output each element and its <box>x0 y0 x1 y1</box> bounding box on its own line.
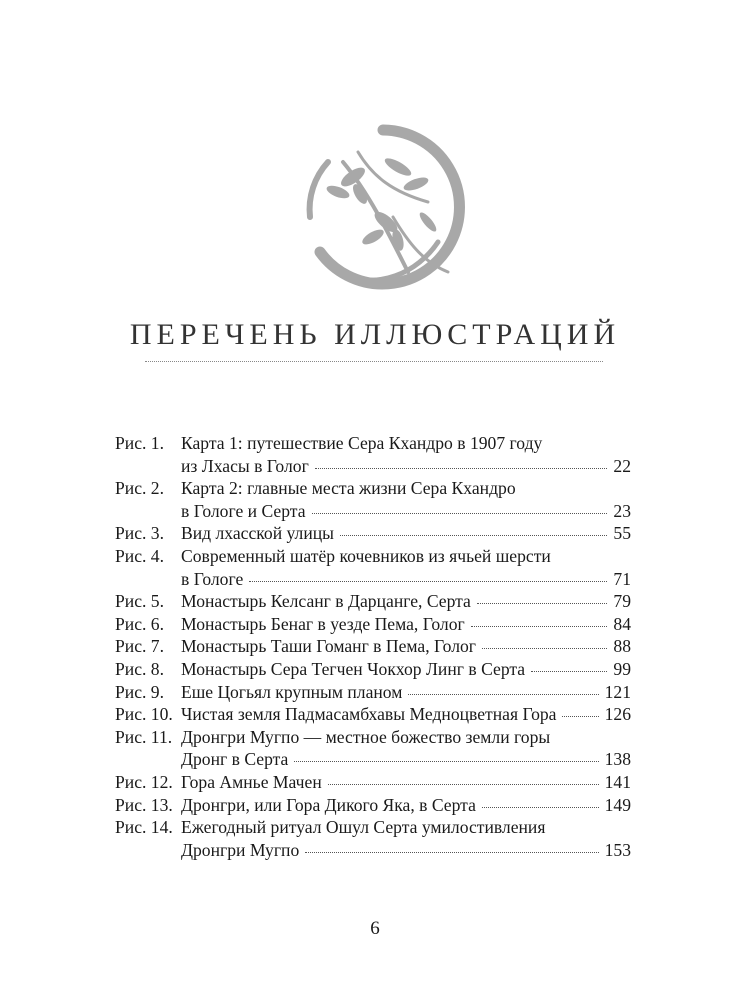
caption-line <box>181 477 631 500</box>
figure-caption <box>181 545 631 590</box>
caption-line <box>181 500 631 523</box>
page-reference: 71 <box>613 568 631 589</box>
dot-leader <box>562 716 598 717</box>
figure-caption <box>181 590 631 613</box>
dot-leader <box>408 694 598 695</box>
list-item <box>115 681 631 704</box>
page-reference: 153 <box>604 839 631 860</box>
dot-leader <box>482 648 607 649</box>
list-item <box>115 522 631 545</box>
caption-line <box>181 432 631 455</box>
figure-number: Рис. 12. <box>115 771 173 792</box>
page-reference: 79 <box>613 591 631 612</box>
page-reference: 23 <box>613 500 631 521</box>
caption-line <box>181 613 631 636</box>
figure-number: Рис. 2. <box>115 478 165 499</box>
caption-line <box>181 839 631 862</box>
caption-text: Еше Цогьял крупным планом <box>181 681 403 702</box>
dot-leader <box>312 513 608 514</box>
figure-caption <box>181 613 631 636</box>
page-reference: 121 <box>604 681 631 702</box>
page-number: 6 <box>370 918 380 939</box>
figure-number: Рис. 6. <box>115 613 165 634</box>
dot-leader <box>249 581 607 582</box>
figure-caption <box>181 794 631 817</box>
page-reference: 138 <box>604 749 631 770</box>
caption-text: Гора Амнье Мачен <box>181 771 322 792</box>
figure-number: Рис. 13. <box>115 794 173 815</box>
caption-text: Вид лхасской улицы <box>181 523 334 544</box>
page-title: ПЕРЕЧЕНЬ ИЛЛЮСТРАЦИЙ <box>129 318 621 351</box>
caption-text: Дронг в Серта <box>181 749 289 770</box>
figure-caption <box>181 681 631 704</box>
caption-line <box>181 794 631 817</box>
caption-text: Монастырь Келсанг в Дарцанге, Серта <box>181 591 471 612</box>
figure-caption <box>181 477 631 522</box>
dot-leader <box>340 535 607 536</box>
caption-line <box>181 455 631 478</box>
figure-number: Рис. 3. <box>115 523 165 544</box>
caption-line <box>181 545 631 568</box>
caption-text: Чистая земля Падмасамбхавы Медноцветная Гора <box>181 704 557 725</box>
caption-line <box>181 568 631 591</box>
title-divider <box>145 361 603 362</box>
caption-line <box>181 816 631 839</box>
caption-line <box>181 726 631 749</box>
page-reference: 149 <box>604 794 631 815</box>
figure-number: Рис. 8. <box>115 658 165 679</box>
dot-leader <box>531 671 607 672</box>
list-item <box>115 635 631 658</box>
figure-caption <box>181 726 631 771</box>
figure-caption <box>181 522 631 545</box>
list-item <box>115 545 631 590</box>
figure-caption <box>181 432 631 477</box>
figure-caption <box>181 658 631 681</box>
dot-leader <box>328 784 599 785</box>
figure-number: Рис. 10. <box>115 704 173 725</box>
page-reference: 22 <box>613 455 631 476</box>
illustrations-list <box>115 432 631 861</box>
dot-leader <box>305 852 598 853</box>
figure-number: Рис. 14. <box>115 817 173 838</box>
dot-leader <box>471 626 608 627</box>
list-item <box>115 658 631 681</box>
caption-text: Карта 2: главные места жизни Сера Кхандро <box>181 478 516 499</box>
page-reference: 141 <box>604 771 631 792</box>
caption-line <box>181 771 631 794</box>
list-item <box>115 816 631 861</box>
figure-caption <box>181 771 631 794</box>
page-reference: 126 <box>604 704 631 725</box>
figure-number: Рис. 4. <box>115 545 165 566</box>
figure-number: Рис. 1. <box>115 433 165 453</box>
caption-line <box>181 681 631 704</box>
caption-text: Ежегодный ритуал Ошул Серта умилостивления <box>181 817 546 838</box>
caption-line <box>181 703 631 726</box>
caption-text: из Лхасы в Голог <box>181 455 309 476</box>
caption-line <box>181 658 631 681</box>
figure-caption <box>181 703 631 726</box>
caption-line <box>181 635 631 658</box>
page-reference: 84 <box>613 613 631 634</box>
caption-line <box>181 590 631 613</box>
figure-number: Рис. 9. <box>115 681 165 702</box>
caption-text: в Гологе <box>181 568 244 589</box>
caption-text: Монастырь Сера Тегчен Чокхор Линг в Серта <box>181 658 526 679</box>
list-item <box>115 771 631 794</box>
caption-text: Дронгри Мугпо — местное божество земли горы <box>181 726 551 747</box>
dot-leader <box>315 468 608 469</box>
figure-caption <box>181 635 631 658</box>
list-item <box>115 432 631 477</box>
figure-number: Рис. 11. <box>115 726 173 747</box>
caption-text: Дронгри, или Гора Дикого Яка, в Серта <box>181 794 476 815</box>
list-item <box>115 794 631 817</box>
figure-number: Рис. 7. <box>115 636 165 657</box>
caption-text: Дронгри Мугпо <box>181 839 300 860</box>
dot-leader <box>482 807 599 808</box>
caption-text: в Гологе и Серта <box>181 500 306 521</box>
figure-caption <box>181 816 631 861</box>
caption-line <box>181 748 631 771</box>
caption-text: Карта 1: путешествие Сера Кхандро в 1907 году <box>181 433 543 453</box>
page-reference: 88 <box>613 636 631 657</box>
caption-text: Современный шатёр кочевников из ячьей шерсти <box>181 545 551 566</box>
page-reference: 99 <box>613 658 631 679</box>
lotus-flower-circle-emblem-icon <box>298 122 468 292</box>
list-item <box>115 590 631 613</box>
page-reference: 55 <box>613 523 631 544</box>
caption-line <box>181 522 631 545</box>
list-item <box>115 477 631 522</box>
list-item <box>115 613 631 636</box>
dot-leader <box>294 761 598 762</box>
list-item <box>115 703 631 726</box>
caption-text: Монастырь Бенаг в уезде Пема, Голог <box>181 613 465 634</box>
dot-leader <box>477 603 608 604</box>
figure-number: Рис. 5. <box>115 591 165 612</box>
list-item <box>115 726 631 771</box>
caption-text: Монастырь Таши Гоманг в Пема, Голог <box>181 636 477 657</box>
